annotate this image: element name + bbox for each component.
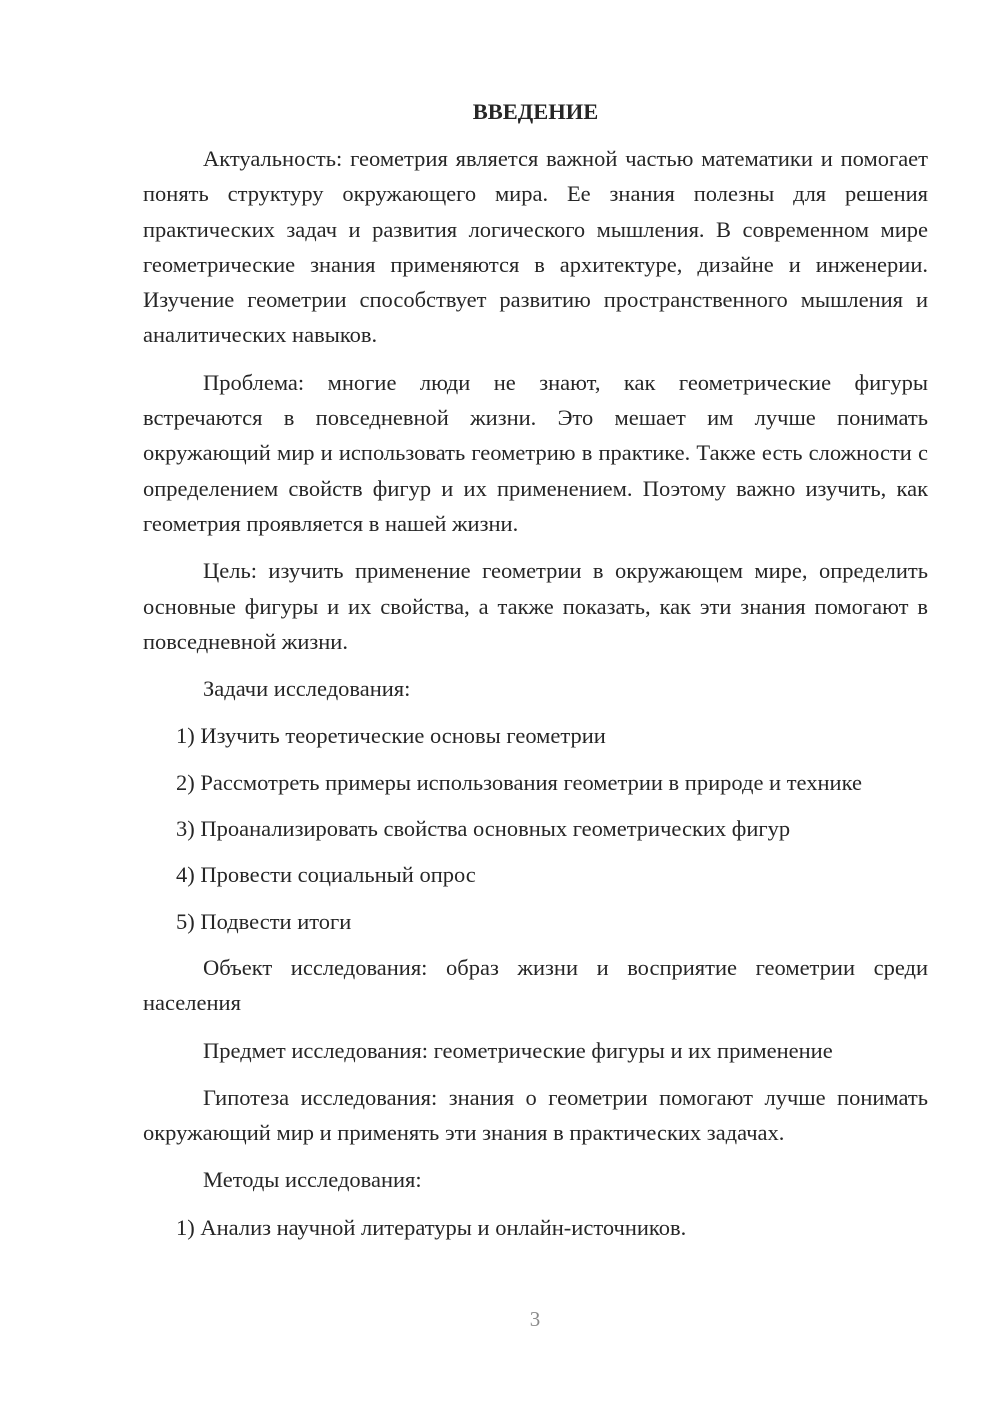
subject-paragraph: Предмет исследования: геометрические фигуры и их применение: [203, 1037, 833, 1063]
task-item: 4) Провести социальный опрос: [176, 862, 476, 888]
page-body: [143, 94, 928, 1256]
tasks-title: Задачи исследования:: [203, 676, 411, 702]
task-item: 1) Изучить теоретические основы геометрии: [176, 723, 606, 749]
methods-title: Методы исследования:: [203, 1167, 422, 1193]
goal-paragraph: Цель: изучить применение геометрии в окружающем мире, определить основные фигуры и их свойства, а также показать, как эти знания помогают в повседневной жизни.: [143, 558, 928, 654]
task-item: 2) Рассмотреть примеры использования геометрии в природе и технике: [176, 769, 862, 795]
method-item: 1) Анализ научной литературы и онлайн-источников.: [176, 1214, 687, 1240]
hypothesis-paragraph: Гипотеза исследования: знания о геометрии помогают лучше понимать окружающий мир и применять эти знания в практических задачах.: [143, 1084, 928, 1146]
relevance-paragraph: Актуальность: геометрия является важной частью математики и помогает понять структуру окружающего мира. Ее знания полезны для решения практических задач и развития логического мышления. В современном мире геометрические знания применяются в архитектуре, дизайне и инженерии. Изучение геометрии способствует развитию пространственного мышления и аналитических навыков.: [143, 146, 928, 348]
page-number: 3: [529, 1307, 541, 1331]
section-heading: ВВЕДЕНИЕ: [472, 99, 599, 124]
problem-paragraph: Проблема: многие люди не знают, как геометрические фигуры встречаются в повседневной жизни. Это мешает им лучше понимать окружающий мир и использовать геометрию в практике. Также есть сложности с определением свойств фигур и их применением. Поэтому важно изучить, как геометрия проявляется в нашей жизни.: [143, 369, 928, 536]
object-paragraph: Объект исследования: образ жизни и восприятие геометрии среди населения: [143, 954, 928, 1016]
task-item: 3) Проанализировать свойства основных геометрических фигур: [176, 816, 791, 842]
task-item: 5) Подвести итоги: [176, 908, 352, 934]
